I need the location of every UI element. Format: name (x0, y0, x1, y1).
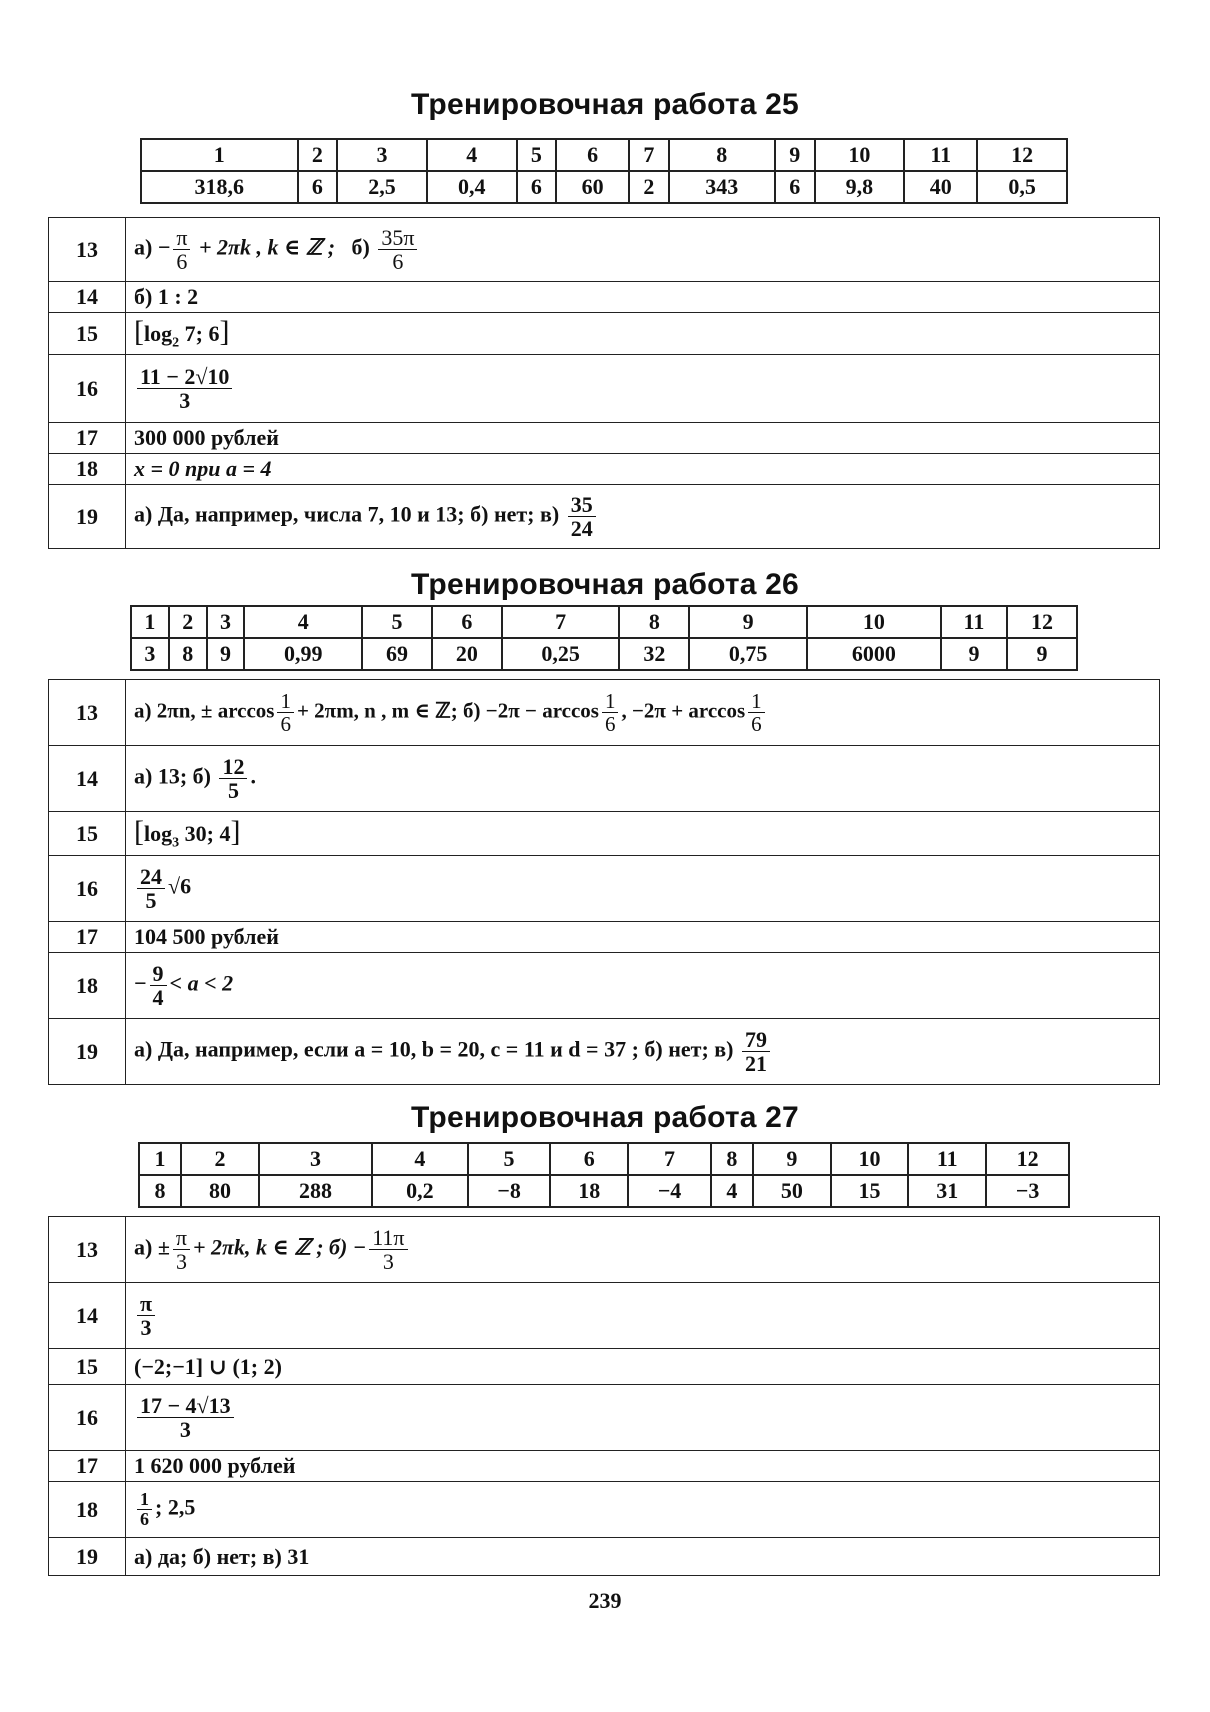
short-answer-cell: 9 (941, 638, 1007, 670)
answer-part: а) (134, 234, 153, 260)
fraction-numerator: 79 (742, 1028, 770, 1052)
answer-part: а) 2πn, ± arccos (134, 698, 275, 723)
answer-part: √6 (168, 873, 192, 899)
answer-part: а) Да, например, если a = 10, b = 20, c = 11 и d = 37 ; б) нет; в) (134, 1036, 734, 1062)
short-answer-cell: 50 (753, 1175, 831, 1207)
long-row-16 (49, 1385, 1160, 1451)
short-header-cell: 6 (550, 1143, 628, 1175)
task-answer: а) да; б) нет; в) 31 (126, 1538, 1160, 1576)
answer-part: ; 2,5 (155, 1494, 196, 1520)
task-number: 15 (49, 812, 126, 856)
short-header-cell: 8 (669, 139, 775, 171)
short-answer-cell: 288 (259, 1175, 372, 1207)
short-header-cell: 3 (337, 139, 427, 171)
fraction-numerator: 1 (602, 690, 619, 713)
short-header-row (141, 139, 1067, 171)
short-header-cell: 2 (298, 139, 338, 171)
short-answer-row (139, 1175, 1069, 1207)
short-answer-cell: 2 (629, 171, 669, 203)
short-header-cell: 3 (259, 1143, 372, 1175)
long-row-15 (49, 313, 1160, 355)
task-number: 13 (49, 1217, 126, 1283)
fraction-denominator: 21 (745, 1051, 768, 1076)
short-answer-cell: 3 (131, 638, 169, 670)
short-answer-cell: −8 (468, 1175, 551, 1207)
task-number: 13 (49, 218, 126, 282)
fraction-denominator: 6 (604, 712, 616, 736)
task-answer (126, 485, 1160, 549)
long-row-15 (49, 812, 1160, 856)
task-answer (126, 746, 1160, 812)
short-answer-cell: 0,25 (502, 638, 620, 670)
long-row-18 (49, 1482, 1160, 1538)
task-answer (126, 1385, 1160, 1451)
short-header-cell: 8 (619, 606, 689, 638)
long-row-13 (49, 1217, 1160, 1283)
short-answer-cell: 69 (362, 638, 432, 670)
fraction-denominator: 4 (152, 985, 164, 1010)
answer-part: − (157, 234, 171, 260)
fraction-denominator: 3 (179, 1417, 191, 1442)
short-header-cell: 12 (1007, 606, 1077, 638)
task-answer (126, 856, 1160, 922)
task-number: 19 (49, 485, 126, 549)
fraction-numerator: π (173, 226, 190, 250)
short-header-cell: 10 (807, 606, 941, 638)
answer-part: < a < 2 (169, 970, 234, 996)
task-number: 16 (49, 355, 126, 423)
short-header-cell: 11 (908, 1143, 986, 1175)
answer-part: − (134, 970, 147, 996)
answer-part: + 2πk , k ∈ ℤ ; (198, 234, 336, 260)
short-answer-cell: 9,8 (815, 171, 905, 203)
long-row-16 (49, 856, 1160, 922)
task-answer (126, 1217, 1160, 1283)
short-answer-cell: 32 (619, 638, 689, 670)
fraction-numerator: 24 (137, 865, 165, 889)
long-row-17 (49, 1451, 1160, 1482)
long-row-14 (49, 1283, 1160, 1349)
task-answer: 300 000 рублей (126, 423, 1160, 454)
short-answer-cell: 4 (711, 1175, 753, 1207)
short-answer-cell: 0,5 (977, 171, 1067, 203)
work-27-short-table (138, 1142, 1070, 1208)
fraction-denominator: 6 (392, 249, 404, 274)
fraction-denominator: 3 (175, 1249, 187, 1274)
short-answer-cell: 2,5 (337, 171, 427, 203)
long-row-13 (49, 680, 1160, 746)
short-answer-cell: 318,6 (141, 171, 298, 203)
short-answer-cell: 0,75 (689, 638, 807, 670)
task-number: 19 (49, 1019, 126, 1085)
fraction-numerator: 35π (378, 226, 417, 250)
short-answer-cell: 20 (432, 638, 502, 670)
task-answer: [$\log_3$ 30; 4] (126, 812, 1160, 856)
fraction-denominator: 5 (227, 778, 239, 803)
short-answer-cell: 9 (1007, 638, 1077, 670)
short-header-cell: 10 (815, 139, 905, 171)
fraction-numerator: π (137, 1292, 155, 1316)
short-answer-row (131, 638, 1077, 670)
task-number: 18 (49, 953, 126, 1019)
short-header-cell: 4 (372, 1143, 468, 1175)
short-answer-cell: 40 (904, 171, 977, 203)
long-row-17 (49, 922, 1160, 953)
task-answer (126, 218, 1160, 282)
long-row-14 (49, 282, 1160, 313)
long-row-19 (49, 485, 1160, 549)
short-header-cell: 1 (141, 139, 298, 171)
short-answer-cell: 0,99 (244, 638, 362, 670)
short-header-cell: 5 (362, 606, 432, 638)
short-answer-row (141, 171, 1067, 203)
fraction-numerator: 11π (369, 1226, 407, 1250)
short-answer-cell: −4 (628, 1175, 711, 1207)
short-answer-cell: 0,2 (372, 1175, 468, 1207)
long-row-19 (49, 1019, 1160, 1085)
short-answer-cell: 18 (550, 1175, 628, 1207)
task-number: 19 (49, 1538, 126, 1576)
short-header-cell: 4 (427, 139, 517, 171)
long-row-14 (49, 746, 1160, 812)
task-number: 18 (49, 1482, 126, 1538)
short-header-cell: 7 (502, 606, 620, 638)
fraction-numerator: 11 − 2√10 (137, 365, 232, 389)
short-answer-cell: 8 (169, 638, 207, 670)
task-answer (126, 1283, 1160, 1349)
task-answer: 104 500 рублей (126, 922, 1160, 953)
fraction-numerator: 1 (137, 1490, 152, 1510)
short-header-cell: 1 (131, 606, 169, 638)
long-row-17 (49, 423, 1160, 454)
fraction-denominator: 6 (751, 712, 762, 736)
short-header-cell: 6 (432, 606, 502, 638)
fraction-denominator: 6 (140, 1509, 149, 1529)
task-answer: x = 0 при a = 4 (126, 454, 1160, 485)
task-number: 18 (49, 454, 126, 485)
short-header-cell: 2 (169, 606, 207, 638)
short-answer-cell: −3 (986, 1175, 1069, 1207)
work-26-long-table (48, 679, 1160, 1085)
fraction-numerator: 17 − 4√13 (137, 1394, 234, 1418)
answer-part: + 2πk, k ∈ ℤ ; б) − (193, 1234, 367, 1260)
task-number: 16 (49, 856, 126, 922)
answer-part: log (144, 321, 173, 347)
short-header-row (131, 606, 1077, 638)
short-answer-cell: 6 (775, 171, 815, 203)
short-answer-cell: 6 (298, 171, 338, 203)
task-number: 15 (49, 1349, 126, 1385)
fraction-numerator: 9 (150, 962, 167, 986)
task-number: 13 (49, 680, 126, 746)
answer-part: 30; 4 (179, 821, 231, 847)
task-answer (126, 1482, 1160, 1538)
answer-part: 2 (172, 335, 180, 351)
short-header-cell: 9 (775, 139, 815, 171)
short-header-cell: 3 (207, 606, 245, 638)
short-header-cell: 11 (941, 606, 1007, 638)
work-27-title: Тренировочная работа 27 (411, 1101, 799, 1134)
fraction-denominator: 5 (145, 888, 157, 913)
short-answer-cell: 31 (908, 1175, 986, 1207)
short-answer-cell: 343 (669, 171, 775, 203)
task-number: 17 (49, 922, 126, 953)
short-header-cell: 2 (181, 1143, 259, 1175)
long-row-18 (49, 454, 1160, 485)
fraction-denominator: 6 (176, 249, 188, 274)
fraction-numerator: π (173, 1226, 190, 1250)
answer-part: 7; 6 (179, 321, 220, 347)
short-answer-cell: 8 (139, 1175, 181, 1207)
page-number: 239 (588, 1588, 622, 1613)
short-answer-cell: 0,4 (427, 171, 517, 203)
task-number: 16 (49, 1385, 126, 1451)
long-row-13 (49, 218, 1160, 282)
answer-part: а) 13; б) (134, 763, 211, 789)
short-header-cell: 7 (628, 1143, 711, 1175)
task-answer: [$\log_2$ 7; 6] (126, 313, 1160, 355)
answer-part: log (144, 821, 173, 847)
short-header-cell: 12 (977, 139, 1067, 171)
short-header-cell: 5 (468, 1143, 551, 1175)
short-answer-cell: 15 (831, 1175, 909, 1207)
short-answer-cell: 6 (517, 171, 557, 203)
short-header-row (139, 1143, 1069, 1175)
answer-part: 3 (172, 835, 180, 851)
short-header-cell: 12 (986, 1143, 1069, 1175)
short-header-cell: 9 (753, 1143, 831, 1175)
long-row-15 (49, 1349, 1160, 1385)
task-number: 17 (49, 1451, 126, 1482)
fraction-numerator: 1 (748, 690, 765, 713)
answer-part: б) (351, 234, 370, 260)
short-header-cell: 7 (629, 139, 669, 171)
answer-part: а) ± (134, 1234, 170, 1260)
answer-part: а) Да, например, числа 7, 10 и 13; б) нет; в) (134, 501, 560, 527)
fraction-denominator: 24 (570, 516, 593, 541)
work-25-long-table (48, 217, 1160, 549)
task-answer: б) 1 : 2 (126, 282, 1160, 313)
work-26-title: Тренировочная работа 26 (411, 568, 799, 601)
task-number: 17 (49, 423, 126, 454)
short-header-cell: 4 (244, 606, 362, 638)
task-answer (126, 680, 1160, 746)
short-header-cell: 10 (831, 1143, 909, 1175)
answer-part: + 2πm, n , m ∈ ℤ; б) −2π − arccos (296, 698, 599, 723)
short-header-cell: 11 (904, 139, 977, 171)
task-number: 14 (49, 1283, 126, 1349)
long-row-19 (49, 1538, 1160, 1576)
short-header-cell: 8 (711, 1143, 753, 1175)
short-answer-cell: 80 (181, 1175, 259, 1207)
short-header-cell: 9 (689, 606, 807, 638)
task-number: 14 (49, 746, 126, 812)
short-answer-cell: 60 (556, 171, 629, 203)
short-header-cell: 6 (556, 139, 629, 171)
fraction-denominator: 3 (140, 1315, 152, 1340)
work-26-short-table (130, 605, 1078, 671)
task-answer (126, 355, 1160, 423)
work-25-title: Тренировочная работа 25 (411, 88, 799, 121)
work-25-short-table (140, 138, 1068, 204)
task-number: 15 (49, 313, 126, 355)
fraction-denominator: 6 (280, 712, 291, 736)
short-answer-cell: 9 (207, 638, 245, 670)
fraction-numerator: 12 (219, 755, 247, 779)
fraction-denominator: 3 (382, 1249, 394, 1274)
work-27-long-table (48, 1216, 1160, 1576)
short-header-cell: 5 (517, 139, 557, 171)
short-answer-cell: 6000 (807, 638, 941, 670)
answer-part: . (250, 763, 256, 789)
task-answer (126, 953, 1160, 1019)
task-number: 14 (49, 282, 126, 313)
long-row-18 (49, 953, 1160, 1019)
task-answer: (−2;−1] ∪ (1; 2) (126, 1349, 1160, 1385)
fraction-numerator: 35 (568, 493, 596, 517)
fraction-numerator: 1 (277, 690, 294, 713)
fraction-denominator: 3 (179, 388, 191, 413)
long-row-16 (49, 355, 1160, 423)
answer-part: , −2π + arccos (621, 698, 746, 723)
task-answer: 1 620 000 рублей (126, 1451, 1160, 1482)
task-answer (126, 1019, 1160, 1085)
short-header-cell: 1 (139, 1143, 181, 1175)
